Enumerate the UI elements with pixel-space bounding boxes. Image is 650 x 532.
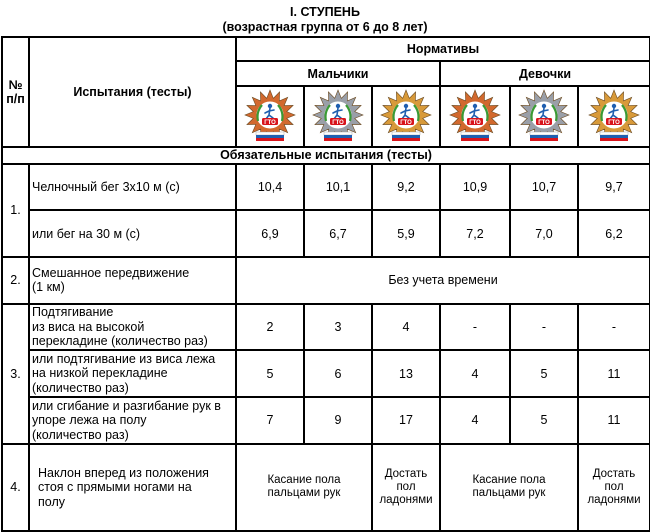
- gto-gold-badge-icon: [586, 88, 642, 144]
- badge-cell-girls-bronze: [440, 86, 510, 147]
- value-cell: 13: [372, 350, 440, 397]
- test-name: или сгибание и разгибание рук в упоре лежа на полу (количество раз): [29, 397, 236, 444]
- value-cell: 2: [236, 304, 304, 351]
- boys-value-gold: Достать пол ладонями: [372, 444, 440, 531]
- value-cell: 11: [578, 350, 650, 397]
- value-cell: 5: [510, 397, 578, 444]
- value-cell: 7: [236, 397, 304, 444]
- svg-text:ГТО: ГТО: [608, 119, 620, 126]
- value-cell: 11: [578, 397, 650, 444]
- badge-cell-boys-silver: [304, 86, 372, 147]
- value-cell: 7,0: [510, 210, 578, 257]
- table-row: [2, 257, 650, 304]
- gto-gold-badge-icon: [378, 88, 434, 144]
- badge-cell-girls-gold: [578, 86, 650, 147]
- value-cell: 6,9: [236, 210, 304, 257]
- value-cell: 6,7: [304, 210, 372, 257]
- value-cell: 3: [304, 304, 372, 351]
- row-num: 1.: [2, 164, 29, 257]
- gto-bronze-badge-icon: [242, 88, 298, 144]
- value-cell: -: [440, 304, 510, 351]
- gto-silver-badge-icon: [516, 88, 572, 144]
- value-cell: 5: [236, 350, 304, 397]
- value-cell: 4: [372, 304, 440, 351]
- value-cell: 4: [440, 397, 510, 444]
- svg-text:ГТО: ГТО: [400, 119, 412, 126]
- value-cell: 5,9: [372, 210, 440, 257]
- value-cell: 9,2: [372, 164, 440, 211]
- girls-value-merged: Касание пола пальцами рук: [440, 444, 578, 531]
- table-row: [2, 350, 650, 397]
- table-row: [2, 304, 650, 351]
- section-required: Обязательные испытания (тесты): [2, 147, 650, 164]
- girls-header: Девочки: [440, 61, 650, 85]
- badge-cell-boys-bronze: [236, 86, 304, 147]
- table-row: [2, 444, 650, 531]
- col-num-header: [2, 37, 29, 147]
- norms-table: [1, 36, 649, 532]
- value-cell: 10,9: [440, 164, 510, 211]
- gto-bronze-badge-icon: [447, 88, 503, 144]
- test-name: или подтягивание из виса лежа на низкой перекладине (количество раз): [29, 350, 236, 397]
- girls-value-gold: Достать пол ладонями: [578, 444, 650, 531]
- svg-text:ГТО: ГТО: [469, 119, 481, 126]
- col-tests-label: Испытания (тесты): [73, 84, 192, 99]
- svg-text:ГТО: ГТО: [264, 119, 276, 126]
- value-cell: 10,4: [236, 164, 304, 211]
- value-cell: 6,2: [578, 210, 650, 257]
- page-subtitle: (возрастная группа от 6 до 8 лет): [222, 20, 428, 34]
- value-cell: 9: [304, 397, 372, 444]
- value-cell: 9,7: [578, 164, 650, 211]
- value-cell: 10,7: [510, 164, 578, 211]
- table-row: [2, 397, 650, 444]
- value-cell: 10,1: [304, 164, 372, 211]
- value-cell: 17: [372, 397, 440, 444]
- row-num: 3.: [2, 304, 29, 444]
- value-cell: -: [578, 304, 650, 351]
- test-name: Смешанное передвижение (1 км): [29, 257, 236, 304]
- table-row: [2, 210, 650, 257]
- test-name: Челночный бег 3х10 м (с): [29, 164, 236, 211]
- test-name: или бег на 30 м (с): [29, 210, 236, 257]
- merged-value-cell: Без учета времени: [236, 257, 650, 304]
- svg-text:ГТО: ГТО: [538, 119, 550, 126]
- value-cell: -: [510, 304, 578, 351]
- row-num: 4.: [2, 444, 29, 531]
- table-row: [2, 164, 650, 211]
- test-name: Подтягивание из виса на высокой перекладине (количество раз): [29, 304, 236, 351]
- boys-value-merged: Касание пола пальцами рук: [236, 444, 372, 531]
- value-cell: 6: [304, 350, 372, 397]
- boys-header: Мальчики: [236, 61, 440, 85]
- badge-cell-girls-silver: [510, 86, 578, 147]
- gto-silver-badge-icon: [310, 88, 366, 144]
- test-name: Наклон вперед из положения стоя с прямыми ногами на полу: [29, 444, 236, 531]
- value-cell: 5: [510, 350, 578, 397]
- norms-header: Нормативы: [236, 37, 650, 61]
- badge-cell-boys-gold: [372, 86, 440, 147]
- value-cell: 4: [440, 350, 510, 397]
- value-cell: 7,2: [440, 210, 510, 257]
- col-num-label: № п/п: [6, 77, 25, 106]
- col-tests-header: [29, 37, 236, 147]
- row-num: 2.: [2, 257, 29, 304]
- page-title: I. СТУПЕНЬ: [290, 5, 360, 19]
- svg-text:ГТО: ГТО: [332, 119, 344, 126]
